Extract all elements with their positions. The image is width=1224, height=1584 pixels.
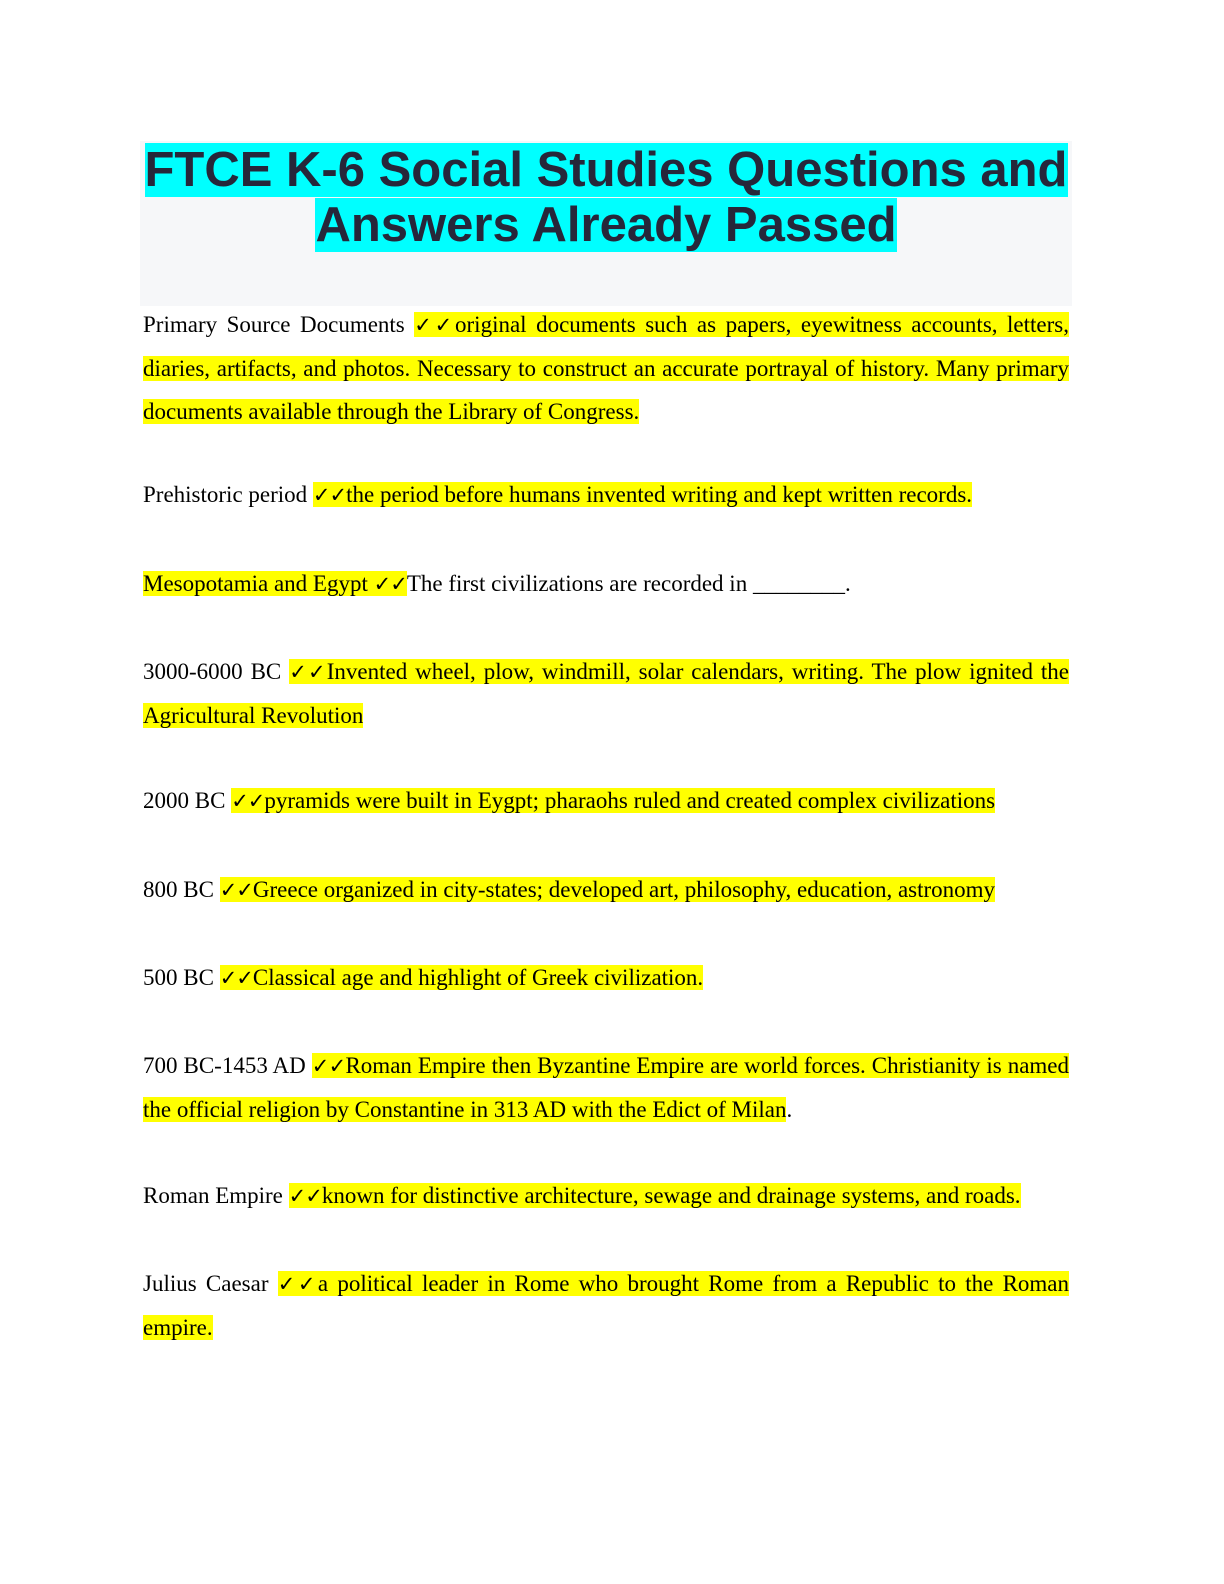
flashcard-entry-2000-bc [143,779,1069,823]
entry-term: 3000-6000 BC [143,659,290,684]
flashcard-entry-700-bc-1453-ad [143,1044,1069,1131]
flashcard-entry-prehistoric [143,473,1069,517]
entry-answer: pyramids were built in Eygpt; pharaohs ruled and created complex civilizations [264,788,996,813]
entry-term: 2000 BC [143,788,232,813]
flashcard-entry-primary-source [143,303,1069,433]
flashcard-entry-julius-caesar [143,1262,1069,1349]
entry-answer: Invented wheel, plow, windmill, solar calendars, writing. The plow ignited the Agricultural Revolution [143,659,1069,728]
entry-answer: original documents such as papers, eyewitness accounts, letters, diaries, artifacts, and photos. Necessary to construct an accurate portrayal of history. Many primary documents available through the Library of Congress. [143,312,1069,424]
entry-answer-tail: . [786,1097,793,1122]
entry-term: 500 BC [143,965,220,990]
entry-answer: The first civilizations are recorded in ________. [406,571,851,596]
flashcard-entry-mesopotamia [143,562,1069,606]
document-title [140,141,1072,253]
flashcard-entry-3000-6000-bc [143,650,1069,737]
double-check-icon: ✓✓ [277,1272,318,1296]
entry-term: Julius Caesar [143,1271,278,1296]
double-check-icon: ✓✓ [288,1184,322,1208]
double-check-icon: ✓✓ [312,483,347,507]
flashcard-entry-roman-empire [143,1174,1069,1218]
flashcard-entry-500-bc [143,956,1069,1000]
entry-answer: Greece organized in city-states; developed art, philosophy, education, astronomy [252,877,996,902]
flashcard-entry-800-bc [143,868,1069,912]
entry-answer: known for distinctive architecture, sewage and drainage systems, and roads. [321,1183,1021,1208]
entry-answer: Roman Empire then Byzantine Empire are world forces. Christianity is named the official religion by Constantine in 313 AD with the Edict of Milan [143,1053,1070,1122]
title-banner [140,141,1072,306]
double-check-icon: ✓✓ [311,1054,346,1078]
entry-answer: Classical age and highlight of Greek civilization. [252,965,704,990]
double-check-icon: ✓✓ [219,966,253,990]
entry-answer: a political leader in Rome who brought Rome from a Republic to the Roman empire. [143,1271,1070,1340]
entry-term: Roman Empire [143,1183,289,1208]
entry-term: Primary Source Documents [143,312,415,337]
entry-term: 800 BC [143,877,220,902]
title-line-2: Answers Already Passed [315,198,897,252]
double-check-icon: ✓✓ [414,313,456,337]
double-check-icon: ✓✓ [373,572,407,596]
entry-term: 700 BC-1453 AD [143,1053,312,1078]
double-check-icon: ✓✓ [219,878,253,902]
title-line-1: FTCE K-6 Social Studies Questions and [144,143,1068,197]
entry-term: Mesopotamia and Egypt [143,571,374,596]
entry-answer: the period before humans invented writing and kept written records. [346,482,973,507]
entry-term: Prehistoric period [143,482,313,507]
double-check-icon: ✓✓ [289,660,327,684]
double-check-icon: ✓✓ [231,789,265,813]
